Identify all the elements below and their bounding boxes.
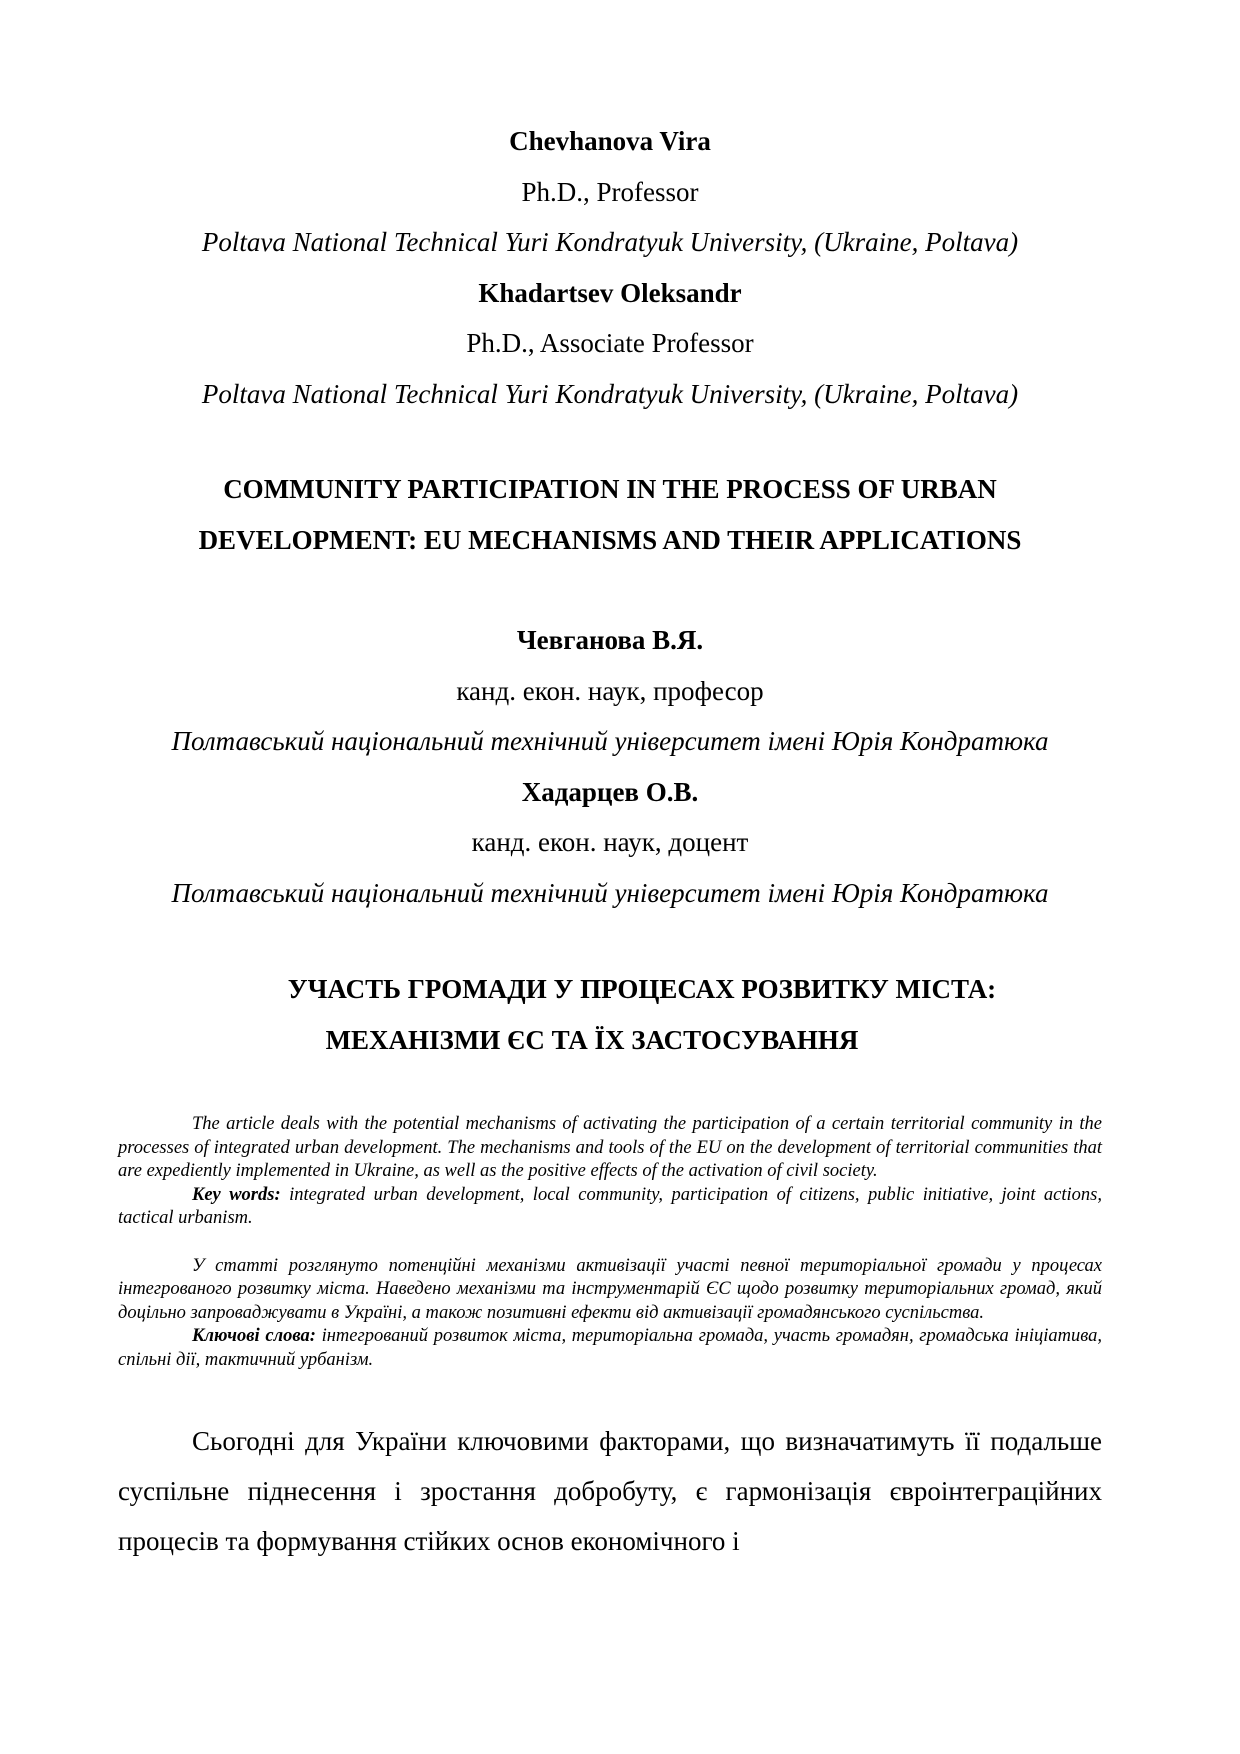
title-en-line-1: COMMUNITY PARTICIPATION IN THE PROCESS OF URBAN xyxy=(223,474,997,504)
title-ua-line-1: УЧАСТЬ ГРОМАДИ У ПРОЦЕСАХ РОЗВИТКУ МІСТА: xyxy=(287,974,997,1004)
body-text xyxy=(118,1416,1102,1566)
keywords-ua xyxy=(118,1325,1102,1372)
abstract-en-text: The article deals with the potential mechanisms of activating the participation of a certain territorial community in the processes of integrated urban development. The mechanisms and tools of the EU on the development of territorial communities that are expediently implemented in Ukraine, as well as the positive effects of the activation of civil society. xyxy=(118,1114,1102,1181)
author-affiliation: Полтавський національний технічний університет імені Юрія Кондратюка xyxy=(171,877,1049,908)
author-degree: Ph.D., Professor xyxy=(521,176,699,207)
abstract xyxy=(118,1113,1102,1372)
author-affiliation: Полтавський національний технічний університет імені Юрія Кондратюка xyxy=(171,726,1049,756)
abstract-ua xyxy=(118,1255,1102,1326)
authors-en xyxy=(118,0,1102,419)
authors-ua xyxy=(118,615,1102,918)
abstract-ua-text: У статті розглянуто потенційні механізми активізації участі певної територіальної громади у процесах інтегрованого розвитку міста. Наведено механізми та інструментарій ЄС щодо розвитку територіальних громад, який доцільно запроваджувати в Україні, а також позитивні ефекти від активізації громадянського суспільства. xyxy=(118,1255,1102,1323)
keywords-ua-text: інтегрований розвиток міста, територіальна громада, участь громадян, громадська ініціатива, спільні дії, тактичний урбанізм. xyxy=(118,1326,1102,1370)
author-affiliation: Poltava National Technical Yuri Kondratyuk University, (Ukraine, Poltava) xyxy=(201,227,1019,257)
keywords-ua-label: Ключові слова: xyxy=(192,1326,316,1346)
title-ua xyxy=(118,964,1102,1065)
author-degree: Ph.D., Associate Professor xyxy=(466,328,754,358)
keywords-en-text: integrated urban development, local community, participation of citizens, public initiative, joint actions, tactical urbanism. xyxy=(118,1184,1102,1228)
title-ua-line-2: МЕХАНІЗМИ ЄС ТА ЇХ ЗАСТОСУВАННЯ xyxy=(325,1024,859,1055)
author-name: Khadartsev Oleksandr xyxy=(478,277,742,308)
title-en xyxy=(118,464,1102,565)
author-name: Хадарцев О.В. xyxy=(521,776,699,807)
keywords-en-label: Key words: xyxy=(192,1184,281,1205)
keywords-en xyxy=(118,1184,1102,1231)
body-paragraph: Сьогодні для України ключовими факторами, що визначатимуть її подальше суспільне піднесення і зростання добробуту, є гармонізація євроінтеграційних процесів та формування стійких основ економічного і xyxy=(118,1426,1102,1556)
author-degree: канд. екон. наук, професор xyxy=(456,675,764,706)
title-en-line-2: DEVELOPMENT: EU MECHANISMS AND THEIR APPLICATIONS xyxy=(198,524,1022,555)
author-degree: канд. екон. наук, доцент xyxy=(471,827,749,857)
author-name: Чевганова В.Я. xyxy=(516,625,704,655)
author-affiliation: Poltava National Technical Yuri Kondratyuk University, (Ukraine, Poltava) xyxy=(201,378,1019,409)
author-name: Chevhanova Vira xyxy=(509,126,711,156)
abstract-en xyxy=(118,1113,1102,1184)
